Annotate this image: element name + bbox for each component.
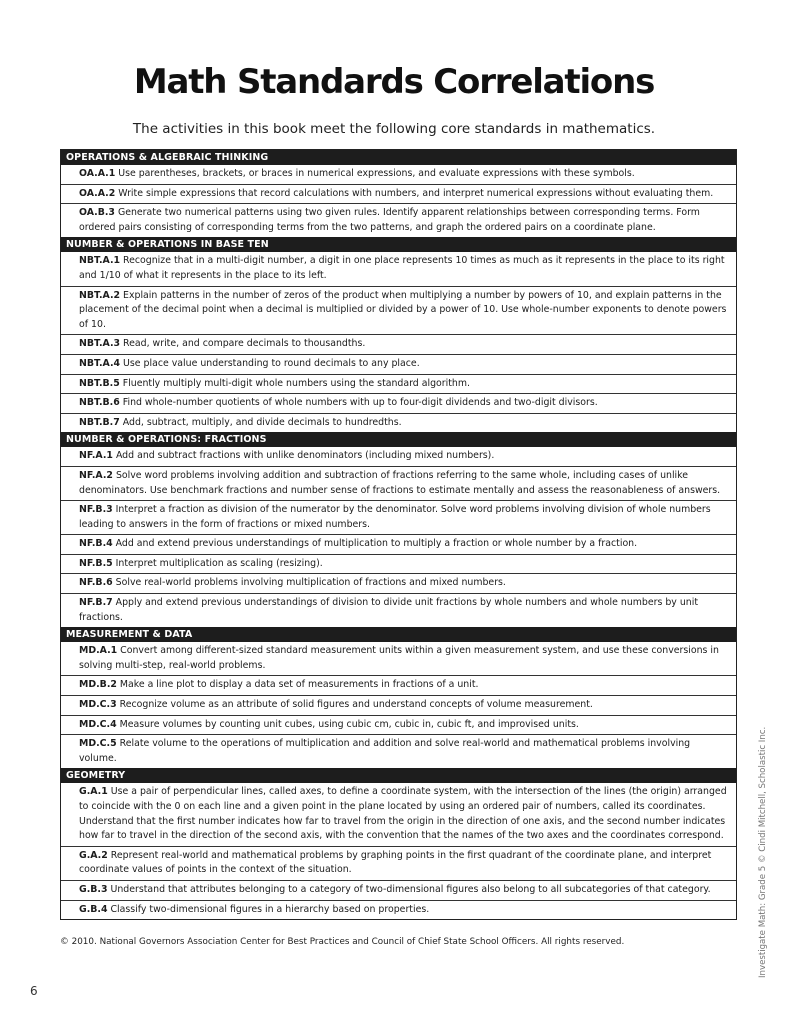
standard-code: G.B.4	[79, 903, 108, 915]
intro-text: The activities in this book meet the following core standards in mathematics.	[132, 121, 656, 137]
standard-text: Relate volume to the operations of multiplication and addition and solve real-world and mathematical problems involving volume.	[79, 738, 691, 764]
standard-text: Represent real-world and mathematical problems by graphing points in the first quadrant of the coordinate plane, and interpret coordinate values of points in the context of the situation.	[79, 849, 712, 876]
standard-code: OA.A.1	[79, 168, 116, 179]
section-header: GEOMETRY	[61, 768, 736, 783]
standard-code: NBT.B.6	[79, 397, 120, 409]
standard-code: OA.B.3	[79, 207, 115, 219]
standard-text: Add, subtract, multiply, and divide decimals to hundredths.	[122, 416, 402, 428]
standard-code: G.A.2	[79, 849, 108, 861]
standard-text: Read, write, and compare decimals to thousandths.	[123, 338, 366, 350]
standard-code: NBT.A.1	[79, 255, 121, 267]
standard-text: Classify two-dimensional figures in a hierarchy based on properties.	[110, 903, 430, 915]
standard-text: Add and subtract fractions with unlike denominators (including mixed numbers).	[115, 450, 495, 462]
standard-code: G.A.1	[79, 786, 108, 798]
standard-text: Add and extend previous understandings of multiplication to multiply a fraction or whole number by a fraction.	[115, 538, 638, 550]
standard-code: MD.C.4	[79, 718, 117, 730]
standard-text: Interpret multiplication as scaling (resizing).	[115, 557, 323, 569]
standard-text: Use parentheses, brackets, or braces in numerical expressions, and evaluate expressions with these symbols.	[118, 168, 635, 179]
standard-text: Find whole-number quotients of whole numbers with up to four-digit dividends and two-digit divisors.	[122, 397, 598, 409]
standard-text: Convert among different-sized standard measurement units within a given measurement system, and use these conversions in solving multi-step, real-world problems.	[79, 645, 719, 671]
standard-code: NF.B.5	[79, 557, 113, 569]
standard-row	[61, 715, 736, 735]
standard-code: MD.C.3	[79, 699, 117, 711]
standard-row	[61, 593, 736, 627]
standard-text: Understand that attributes belonging to a category of two-dimensional figures also belong to all subcategories of that category.	[110, 883, 711, 895]
standard-text: Solve word problems involving addition and subtraction of fractions referring to the same whole, including cases of unlike denominators. Use benchmark fractions and number sense of fractions to estimate mentally and assess the reasonableness of answers.	[79, 469, 721, 496]
section-header: NUMBER & OPERATIONS: FRACTIONS	[61, 432, 736, 447]
standard-code: NBT.B.5	[79, 377, 120, 389]
standard-text: Recognize that in a multi-digit number, a digit in one place represents 10 times as much as it represents in the place to its right and 1/10 of what it represents in the place to its left.	[79, 255, 725, 281]
standard-row	[61, 675, 736, 695]
standard-row	[61, 846, 736, 880]
section-header: MEASUREMENT & DATA	[61, 627, 736, 642]
standard-text: Use a pair of perpendicular lines, called axes, to define a coordinate system, with the intersection of the lines (the origin) arranged to coincide with the 0 on each line and a given point in the plane located by using an ordered pair of numbers, called its coordinates. Understand that the first number indicates how far to travel from the origin in the direction of one axis, and the second number indicates how far to travel in the direction of the second axis, with the convention that the names of the two axes and the coordinates correspond.	[79, 786, 727, 842]
standard-text: Interpret a fraction as division of the numerator by the denominator. Solve word problems involving division of whole numbers leading to answers in the form of fractions or mixed numbers.	[79, 504, 711, 530]
standard-row	[61, 734, 736, 768]
standard-code: NF.B.3	[79, 504, 113, 516]
standard-row	[61, 447, 736, 466]
standard-row	[61, 203, 736, 237]
standard-row	[61, 573, 736, 593]
standard-code: NF.A.2	[79, 469, 113, 481]
standard-code: MD.A.1	[79, 645, 118, 657]
standard-row	[61, 334, 736, 354]
standards-table	[60, 149, 737, 920]
standard-row	[61, 374, 736, 394]
standard-code: NBT.B.7	[79, 416, 120, 428]
section-header: OPERATIONS & ALGEBRAIC THINKING	[61, 150, 736, 165]
standard-row	[61, 695, 736, 715]
standard-code: NF.B.7	[79, 597, 113, 609]
standard-row	[61, 880, 736, 900]
standard-row	[61, 500, 736, 534]
standard-code: OA.A.2	[79, 187, 116, 199]
standard-row	[61, 783, 736, 845]
standard-row	[61, 466, 736, 500]
section-header: NUMBER & OPERATIONS IN BASE TEN	[61, 237, 736, 252]
standard-code: G.B.3	[79, 883, 108, 895]
standard-row	[61, 642, 736, 675]
standard-text: Solve real-world problems involving multiplication of fractions and mixed numbers.	[115, 577, 506, 589]
standard-row	[61, 900, 736, 920]
standard-text: Recognize volume as an attribute of solid figures and understand concepts of volume measurement.	[119, 699, 593, 711]
standard-text: Write simple expressions that record calculations with numbers, and interpret numerical expressions without evaluating them.	[118, 187, 714, 199]
standard-code: NBT.A.4	[79, 357, 121, 369]
standard-row	[61, 184, 736, 204]
standard-code: NF.B.4	[79, 538, 113, 550]
standard-row	[61, 534, 736, 554]
standard-text: Explain patterns in the number of zeros of the product when multiplying a number by powers of 10, and explain patterns in the placement of the decimal point when a decimal is multiplied or divided by a power of 10. Use whole-number exponents to denote powers of 10.	[79, 289, 727, 330]
standard-text: Use place value understanding to round decimals to any place.	[123, 357, 420, 369]
standard-text: Fluently multiply multi-digit whole numbers using the standard algorithm.	[122, 377, 470, 389]
standard-row	[61, 165, 736, 184]
standard-code: NBT.A.3	[79, 338, 121, 350]
standard-code: MD.B.2	[79, 679, 117, 691]
standard-row	[61, 554, 736, 574]
standard-code: MD.C.5	[79, 738, 117, 750]
standard-text: Generate two numerical patterns using two given rules. Identify apparent relationships between corresponding terms. Form ordered pairs consisting of corresponding terms from the two patterns, and graph the ordered pairs on a coordinate plane.	[79, 207, 700, 233]
standard-code: NF.B.6	[79, 577, 113, 589]
standard-row	[61, 354, 736, 374]
standard-text: Measure volumes by counting unit cubes, using cubic cm, cubic in, cubic ft, and improvised units.	[119, 718, 579, 730]
standard-code: NF.A.1	[79, 450, 113, 462]
page-title: Math Standards Correlations	[133, 62, 655, 102]
standard-row	[61, 393, 736, 413]
side-credit: Investigate Math: Grade 5 © Cindi Mitchell, Scholastic Inc.	[758, 726, 768, 978]
standard-text: Make a line plot to display a data set of measurements in fractions of a unit.	[119, 679, 479, 691]
standard-row	[61, 413, 736, 433]
page-number: 6	[30, 984, 38, 998]
standard-row	[61, 252, 736, 285]
copyright-footnote: © 2010. National Governors Association Center for Best Practices and Council of Chief State School Officers. All rights reserved.	[60, 937, 625, 947]
standard-text: Apply and extend previous understandings of division to divide unit fractions by whole numbers and whole numbers by unit fractions.	[79, 597, 698, 623]
standard-code: NBT.A.2	[79, 289, 121, 301]
standard-row	[61, 286, 736, 335]
